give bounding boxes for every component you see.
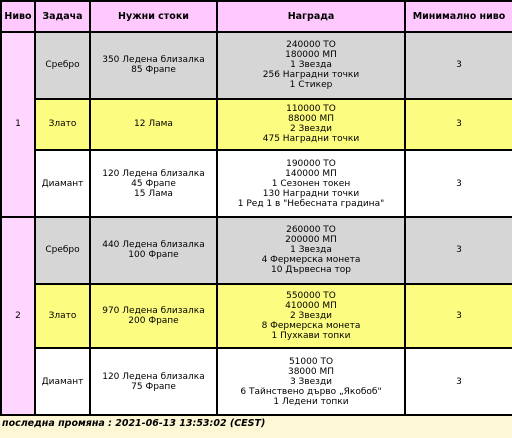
goods-cell-line: 100 Фрапе (128, 250, 179, 261)
task-cell: Диамант (35, 150, 90, 217)
reward-cell (217, 99, 405, 151)
reward-cell-line: 1 Стикер (289, 80, 333, 91)
header-task: Задача (35, 1, 90, 32)
header-reward: Награда (217, 1, 405, 32)
reward-cell (217, 32, 405, 99)
goods-cell-line: 75 Фрапе (131, 381, 176, 392)
goods-cell (90, 217, 217, 284)
reward-cell-line: 1 Ред 1 в "Небесната градина" (237, 198, 385, 209)
goods-cell (90, 348, 217, 415)
goods-cell-line: 15 Лама (134, 188, 173, 199)
reward-cell-line: 130 Наградни точки (262, 188, 360, 199)
reward-cell-line: 1 Сезонен токен (271, 178, 351, 189)
reward-cell (217, 348, 405, 415)
goods-cell-line: 120 Ледена близалка (102, 168, 205, 179)
reward-cell-line: 2 Звезди (289, 124, 333, 135)
goods-cell-line: 45 Фрапе (131, 178, 176, 189)
goods-cell-line: 970 Ледена близалка (102, 305, 205, 316)
reward-cell-line: 4 Фермерска монета (261, 255, 361, 266)
reward-cell-line: 38000 МП (287, 366, 335, 377)
reward-cell-line: 2 Звезди (289, 310, 333, 321)
min-level-cell: 3 (405, 150, 512, 217)
reward-cell-line: 256 Наградни точки (262, 70, 360, 81)
reward-cell-line: 140000 МП (285, 168, 337, 179)
min-level-cell: 3 (405, 217, 512, 284)
goods-cell-line: 120 Ледена близалка (102, 371, 205, 382)
goods-cell (90, 284, 217, 349)
last-modified: последна промяна : 2021-06-13 13:53:02 (CEST) (2, 418, 266, 429)
table-row (1, 150, 512, 217)
header-row (1, 1, 512, 32)
goods-cell-line: 200 Фрапе (128, 315, 179, 326)
reward-cell (217, 150, 405, 217)
reward-cell-line: 8 Фермерска монета (261, 320, 361, 331)
reward-cell-line: 550000 ТО (286, 290, 336, 301)
reward-cell-line: 1 Звезда (290, 245, 332, 256)
min-level-cell: 3 (405, 284, 512, 349)
reward-cell-line: 1 Звезда (290, 60, 332, 71)
table-row (1, 32, 512, 99)
goods-cell-line: 440 Ледена близалка (102, 240, 205, 251)
reward-cell-line: 88000 МП (287, 114, 335, 125)
reward-cell-line: 1 Пухкави топки (271, 330, 351, 341)
table-row (1, 284, 512, 349)
reward-cell-line: 51000 ТО (288, 356, 334, 367)
reward-cell-line: 240000 ТО (286, 40, 336, 51)
goods-cell (90, 32, 217, 99)
task-cell: Сребро (35, 32, 90, 99)
goods-cell-line: 350 Ледена близалка (102, 55, 205, 66)
goods-cell (90, 99, 217, 151)
task-cell: Сребро (35, 217, 90, 284)
min-level-cell: 3 (405, 99, 512, 151)
header-min-level: Минимално ниво (405, 1, 512, 32)
reward-cell (217, 217, 405, 284)
table-row (1, 348, 512, 415)
reward-cell-line: 475 Наградни точки (262, 134, 360, 145)
reward-cell-line: 1 Ледени топки (273, 396, 349, 407)
level-cell: 1 (1, 32, 35, 217)
task-cell: Злато (35, 99, 90, 151)
goods-cell-line: 85 Фрапе (131, 65, 176, 76)
header-level: Ниво (1, 1, 35, 32)
reward-cell-line: 190000 ТО (286, 158, 336, 169)
reward-cell-line: 6 Тайнствено дърво „Якобоб" (240, 386, 382, 397)
task-cell: Диамант (35, 348, 90, 415)
reward-cell-line: 200000 МП (285, 235, 337, 246)
reward-cell-line: 10 Дървесна тор (271, 265, 351, 276)
reward-cell-line: 180000 МП (285, 50, 337, 61)
reward-cell-line: 3 Звезди (289, 376, 333, 387)
level-cell: 2 (1, 217, 35, 415)
reward-cell-line: 110000 ТО (286, 104, 336, 115)
min-level-cell: 3 (405, 348, 512, 415)
reward-cell-line: 260000 ТО (286, 225, 336, 236)
reward-cell (217, 284, 405, 349)
task-cell: Злато (35, 284, 90, 349)
reward-cell-line: 410000 МП (285, 300, 337, 311)
table-row (1, 99, 512, 151)
header-goods: Нужни стоки (90, 1, 217, 32)
goods-cell (90, 150, 217, 217)
min-level-cell: 3 (405, 32, 512, 99)
goods-cell-line: 12 Лама (134, 119, 173, 130)
table-row (1, 217, 512, 284)
